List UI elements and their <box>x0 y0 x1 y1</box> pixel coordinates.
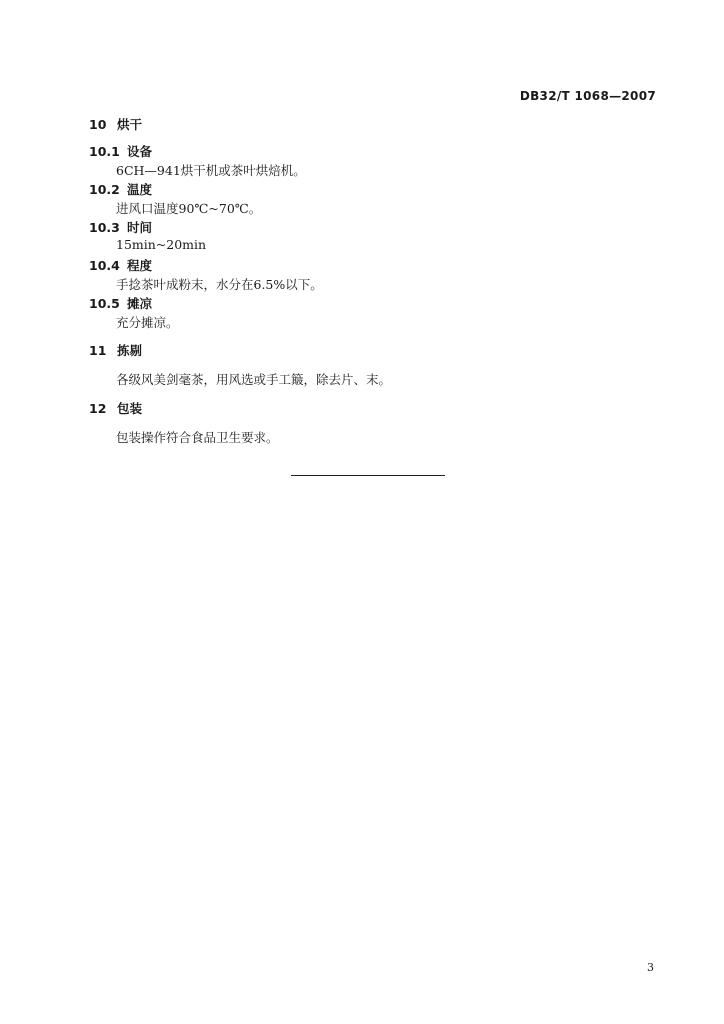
standard-code: DB32/T 1068—2007 <box>519 89 656 103</box>
section-title: 拣剔 <box>117 343 143 358</box>
section-heading-10-4 <box>89 256 152 274</box>
section-number: 10.1 <box>89 144 120 159</box>
section-heading-10 <box>89 115 142 133</box>
section-number: 10.4 <box>89 258 120 273</box>
section-heading-10-5 <box>89 294 152 312</box>
section-text-10-2: 进风口温度90℃~70℃。 <box>116 201 262 216</box>
section-number: 11 <box>89 343 107 358</box>
section-text-10-1: 6CH—941烘干机或茶叶烘焙机。 <box>116 163 306 178</box>
section-title: 包装 <box>117 401 143 416</box>
end-of-standard-rule <box>291 475 445 476</box>
section-number: 12 <box>89 401 107 416</box>
section-number: 10.2 <box>89 182 120 197</box>
section-text-11: 各级风美剑毫茶，用风选或手工簸，除去片、末。 <box>116 372 392 387</box>
section-text-10-5: 充分摊凉。 <box>116 315 179 330</box>
section-number: 10.5 <box>89 296 120 311</box>
page-number: 3 <box>647 961 654 974</box>
section-title: 设备 <box>127 144 153 159</box>
section-heading-10-3 <box>89 218 152 236</box>
section-heading-12 <box>89 399 142 417</box>
section-heading-10-2 <box>89 180 152 198</box>
section-title: 烘干 <box>117 117 143 132</box>
section-title: 温度 <box>127 182 153 197</box>
section-heading-10-1 <box>89 142 152 160</box>
section-text-10-3: 15min~20min <box>116 237 207 252</box>
section-title: 程度 <box>127 258 153 273</box>
section-number: 10.3 <box>89 220 120 235</box>
section-title: 时间 <box>127 220 153 235</box>
section-heading-11 <box>89 341 142 359</box>
section-title: 摊凉 <box>127 296 153 311</box>
section-text-10-4: 手捻茶叶成粉末，水分在6.5%以下。 <box>116 277 323 292</box>
section-number: 10 <box>89 117 107 132</box>
section-text-12: 包装操作符合食品卫生要求。 <box>116 430 279 445</box>
